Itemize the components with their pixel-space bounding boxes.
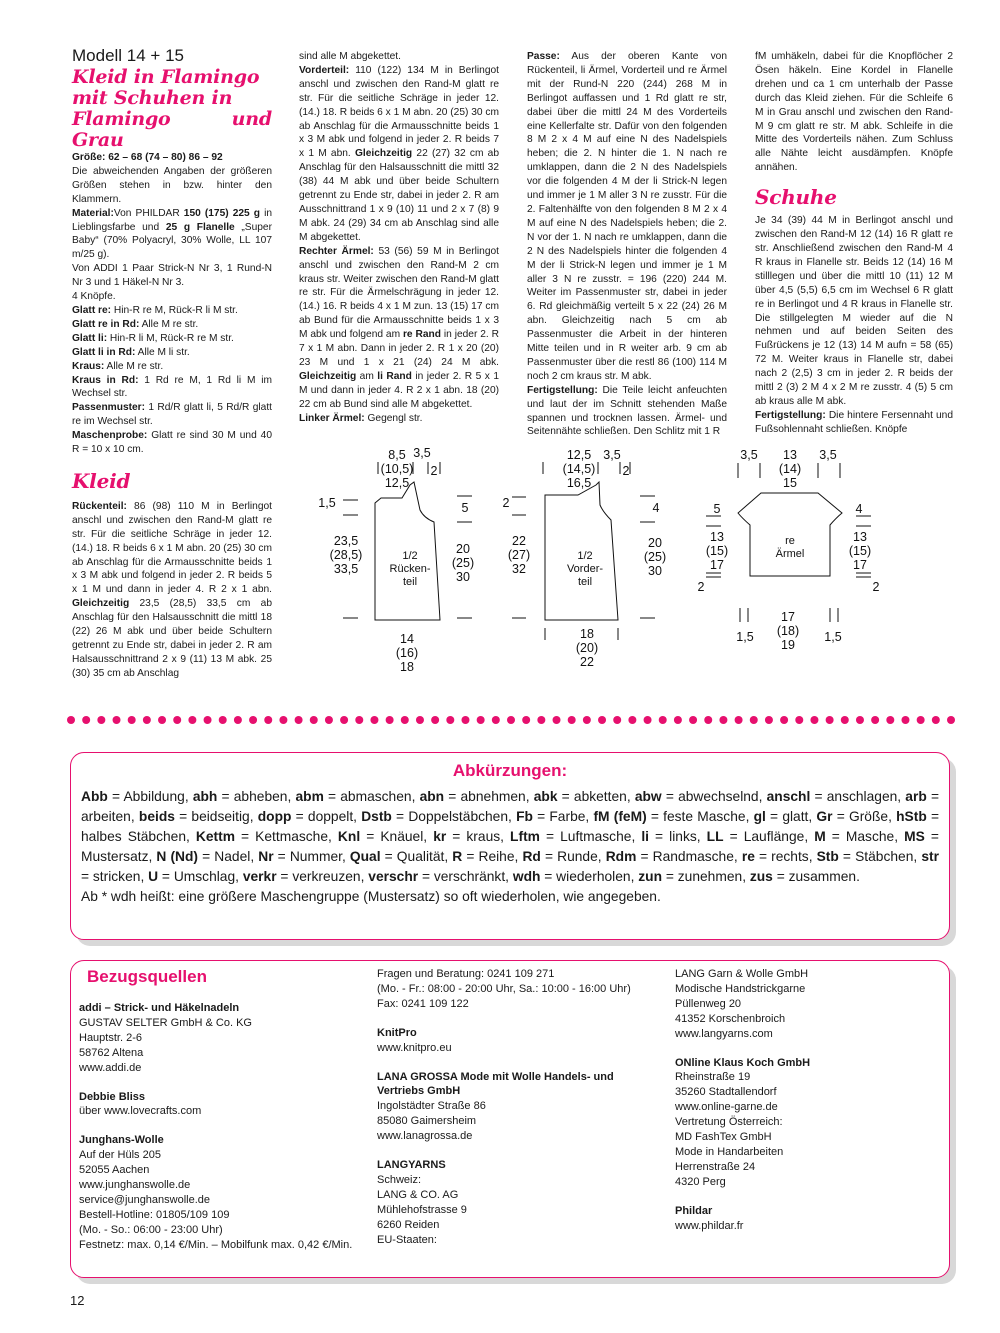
supplier-gap [377, 1012, 657, 1026]
stitch-glatt-re-rd: Glatt re in Rd: Alle M re str. [72, 318, 199, 330]
supplier-line: 41352 Korschenbroich [675, 1012, 786, 1025]
supplier-line: ONline Klaus Koch GmbH [675, 1056, 811, 1069]
supplier-line: 85080 Gaimersheim [377, 1115, 477, 1128]
separator-dot [735, 716, 743, 724]
sleeve-left-label-1: 5 [713, 502, 721, 516]
separator-dot [795, 716, 803, 724]
right-sleeve-para: Rechter Ärmel: 53 (56) 59 M in Berlingot anschl und zwischen den Rand-M 2 cm kraus str. Weiter zwischen den Rand-M glatt re str. Für die Ärmelschrägung in jeder 12. (14.) 16. R beids 4 x 1 M zun. 13 (15) 17 cm ab Bund für die Armausschnitte beids 1 x 3 M abk und folgend am re Rand in jeder 2. R 7 x 1 M abn. Dann in jeder 2. R 1 x 20 (20) 23 M und 1 x 21 (24) 24 M abk. Gleichzeitig am li Rand in jeder 2. R 5 x 1 M und dann in jeder 4. R 2 x 1 abn. 18 (20) 22 cm ab Bund sind alle M abgekettet. [299, 245, 499, 410]
abbreviation-entry: abk = abketten, [533, 789, 635, 804]
separator-dot [856, 716, 864, 724]
stitch-passen: Passenmuster: 1 Rd/R glatt li, 5 Rd/R glatt re im Wechsel str. [72, 402, 272, 428]
separator-dot [826, 716, 834, 724]
supplier-line: 35260 Stadtallendorf [675, 1086, 777, 1099]
separator-dot [204, 716, 212, 724]
abbreviation-entry: Lftm = Luftmasche, [510, 829, 642, 844]
separator-dot [97, 716, 105, 724]
separator-dot [704, 716, 712, 724]
supplier-line: Rheinstraße 19 [675, 1071, 751, 1084]
supplier-line: Herrenstraße 24 [675, 1160, 756, 1173]
supplier-line: Festnetz: max. 0,14 €/Min. – Mobilfunk max. 0,42 €/Min. [79, 1238, 353, 1251]
separator-dot [143, 716, 151, 724]
separator-dot [598, 716, 606, 724]
abbreviation-entry: Abb = Abbildung, [81, 789, 193, 804]
separator-dot [644, 716, 652, 724]
stitch-glatt-re: Glatt re: Hin-R re M, Rück-R li M str. [72, 304, 238, 316]
separator-dot [917, 716, 925, 724]
separator-dot [295, 716, 303, 724]
shoes-finishing-para: Fertigstellung: Die hintere Fersennaht und Fußsohlennaht schließen. Knöpfe [755, 409, 953, 435]
abbreviation-entry: fM (feM) = feste Masche, [593, 809, 754, 824]
supplier-line: Mode in Handarbeiten [675, 1145, 784, 1158]
shoes-para: Je 34 (39) 44 M in Berlingot anschl und zwischen den Rand-M 12 (14) 16 R glatt re str. Anschließend zwischen den Rand-M 4 R kraus in Flanelle str. Beids 12 (14) 16 M stilllegen und über die mittl 10 (11) 12 M über 4,5 (5,5) 6,5 cm im Wechsel 6 R glatt re in Berlingot und 4 R kraus in Flanelle str. Die stillgelegten M wieder auf die N nehmen und auf beiden Seiten des Fußrückens je 12 (13) 14 M aufn = 58 (65) 72 M. Weiter kraus in Flanelle str, dabei nach 2 (2,5) 3 cm in jeder 2. R beids der mittl 2 (3) 2 M 4 x 2 M re zusstr. 4 (5) 5 cm ab kraus alle M abk. [755, 215, 953, 407]
abbreviation-entry: Nr = Nummer, [258, 849, 350, 864]
abbreviations-title: Abkürzungen: [452, 761, 568, 780]
abbreviation-entry: R = Reihe, [452, 849, 523, 864]
separator-dot [386, 716, 394, 724]
buttons-para: 4 Knöpfe. [72, 291, 116, 303]
page-number: 12 [70, 1293, 85, 1308]
separator-dot [689, 716, 697, 724]
supplier-line: Vertretung Österreich: [675, 1116, 783, 1129]
sleeve-top-label: 13 (14) 15 [778, 448, 802, 490]
separator-dot [370, 716, 378, 724]
abbreviation-entry: verschr = verschränkt, [368, 869, 513, 884]
supplier-line: 52055 Aachen [79, 1164, 150, 1177]
size-para: Größe: 62 – 68 (74 – 80) 86 – 92 [72, 152, 223, 163]
separator-dot [492, 716, 500, 724]
model-title [72, 67, 272, 151]
column-3 [527, 50, 727, 439]
sleeve-right-label-3: 2 [872, 580, 880, 594]
back-piece-label: 1/2 Rücken- teil [389, 550, 431, 588]
separator-dot [537, 716, 545, 724]
front-top-label-2: 3,5 [603, 448, 621, 462]
separator-dot [234, 716, 242, 724]
abbreviation-entry: Knl = Knäuel, [337, 829, 434, 844]
abbreviation-entry: M = Masche, [814, 829, 905, 844]
separator-dot [886, 716, 894, 724]
abbreviation-entry: re = rechts, [741, 849, 817, 864]
supplier-gap [675, 1042, 945, 1056]
abbreviation-entry: verkr = verkreuzen, [242, 869, 369, 884]
abbreviation-entry: MS = Mustersatz, [81, 829, 939, 864]
sleeve-right-label-2: 13 (15) 17 [848, 530, 872, 572]
supplier-line: Auf der Hüls 205 [79, 1149, 161, 1162]
supplier-gap [377, 1144, 657, 1158]
suppliers-column-1 [79, 1001, 369, 1253]
supplier-gap [79, 1076, 369, 1090]
front-bottom-label: 18 (20) 22 [575, 627, 599, 669]
abbreviation-entry: anschl = anschlagen, [766, 789, 906, 804]
supplier-line: www.knitpro.eu [377, 1041, 452, 1054]
separator-dot [719, 716, 727, 724]
separator-dot [932, 716, 940, 724]
supplier-gap [675, 1190, 945, 1204]
abbreviation-entry: li = links, [641, 829, 707, 844]
sleeve-left-label-3: 2 [697, 580, 705, 594]
yoke-para: Passe: Aus der oberen Kante von Rückenteil, li Ärmel, Vorderteil und re Ärmel mit der Rund-N 220 (244) 268 M in Berlingot auffassen und 1 Rd glatt re str, dabei über die mittl 24 M des Vorderteils eine Kellerfalte str. Dafür von den folgenden 8 M 2 x 4 M auf eine N des Nadelspiels heben; die 2. N hinter die 1. N nach re umklappen, dann die 2 N des Nadelspiels vor die folgenden 4 M der li Strick-N legen und immer je 1 M aller 3 N re zusstr. Für die 2. Faltenhälfte von den folgenden 8 M 2 x 4 M auf eine N des Nadelspiels heben; die 2. N vor der 1. N nach re umklappen, dann die 2 N des Nadelspiels hinter die folgenden 4 M der li Strick-N legen und immer je 1 M aller 3 N re zusstr. = 196 (220) 244 M. Weiter im Passenmuster str, dabei in jeder 6. Rd gleichmäßig verteilt 5 x 22 (24) 26 M abn. Gleichzeitig nach 5 cm ab Passenmuster die Arbeit in der hinteren Mitte teilen und in R weiter arb. 9 cm ab Passenmuster über die restl 86 (100) 114 M noch 2 cm kraus str. M abk. [527, 51, 727, 382]
stitch-kraus-rd: Kraus in Rd: 1 Rd re M, 1 Rd li M im Wechsel str. [72, 374, 272, 400]
abbreviation-entry: wdh = wiederholen, [512, 869, 639, 884]
separator-dot [613, 716, 621, 724]
abbreviations-box [70, 752, 950, 940]
separator-dot [901, 716, 909, 724]
supplier-line: 58762 Altena [79, 1046, 144, 1059]
supplier-line: LANG Garn & Wolle GmbH [675, 968, 809, 980]
separator-dot [628, 716, 636, 724]
schuhe-heading: Schuhe [755, 185, 837, 210]
separator-dot [446, 716, 454, 724]
sleeve-left-label-2: 13 (15) 17 [705, 530, 729, 572]
back-top-label: 8,5 (10,5) 12,5 [380, 448, 414, 490]
supplier-line: addi – Strick- und Häkelnadeln [79, 1002, 240, 1014]
abbreviation-entry: dopp = doppelt, [257, 809, 362, 824]
abbreviation-entry: abh = abheben, [192, 789, 296, 804]
front-left-label-1: 2 [502, 496, 510, 510]
supplier-line: Vertriebs GmbH [377, 1085, 461, 1098]
supplier-line: 4320 Perg [675, 1175, 726, 1188]
separator-dot [659, 716, 667, 724]
finishing-continued: fM umhäkeln, dabei für die Knopflöcher 2 Ösen häkeln. Eine Kordel in Flanelle drehen und ca 1 cm unterhalb der Passe durch das Kleid ziehen. Für die Schleife 6 M in Grau anschl und zwischen den Rand-M 9 cm glatt re str. M abk. Schleife in die Mitte des Vorderteils nähen. Zum Schluss alle Nähte leicht ausdämpfen. Knöpfe annähen. [755, 51, 953, 174]
continued-para: sind alle M abgekettet. [299, 51, 401, 62]
supplier-line: LANGYARNS [377, 1159, 446, 1172]
suppliers-column-2 [377, 967, 657, 1248]
separator-dot [325, 716, 333, 724]
needles-para: Von ADDI 1 Paar Strick-N Nr 3, 1 Rund-N Nr 3 und 1 Häkel-N Nr 3. [72, 263, 272, 289]
abbreviation-entry: Qual = Qualität, [349, 849, 453, 864]
abbreviation-entry: str = stricken, [81, 849, 939, 884]
abbreviation-entry: Gr = Größe, [816, 809, 897, 824]
supplier-line: Fragen und Beratung: 0241 109 271 [377, 968, 555, 980]
title-line-3: Flamingo und Grau [72, 108, 272, 151]
supplier-line: www.online-garne.de [675, 1101, 778, 1114]
abbreviation-entry: Fb = Farbe, [516, 809, 594, 824]
dotted-separator [66, 713, 956, 727]
sleeve-right-label-1: 4 [855, 502, 863, 516]
separator-dot [416, 716, 424, 724]
sleeve-bottom-right-label: 1,5 [824, 630, 842, 644]
abbreviation-entry: gl = glatt, [753, 809, 817, 824]
abbreviations-note: Ab * wdh heißt: eine größere Maschengruppe (Mustersatz) so oft wiederholen, wie angegeben. [81, 889, 661, 904]
left-sleeve-para: Linker Ärmel: Gegengl str. [299, 412, 423, 424]
abbreviation-entry: beids = beidseitig, [138, 809, 258, 824]
abbreviation-entry: kr = kraus, [433, 829, 511, 844]
supplier-line: Püllenweg 20 [675, 997, 742, 1010]
front-top-label: 12,5 (14,5) 16,5 [562, 448, 596, 490]
suppliers-title: Bezugsquellen [87, 967, 207, 986]
supplier-line: Mühlehofstrasse 9 [377, 1203, 467, 1216]
supplier-line: www.junghanswolle.de [79, 1179, 191, 1192]
abbreviation-entry: zus = zusammen. [749, 869, 860, 884]
separator-dot [583, 716, 591, 724]
back-bottom-label: 14 (16) 18 [395, 632, 419, 674]
suppliers-column-3 [675, 967, 945, 1234]
material-para: Material:Von PHILDAR 150 (175) 225 g in Lieblingsfarbe und 25 g Flanelle „Super Baby“ (70% Polyacryl, 30% Wolle, LL 107 m/25 g). [72, 207, 272, 261]
separator-dot [355, 716, 363, 724]
kleid-heading: Kleid [72, 468, 131, 493]
separator-dot [841, 716, 849, 724]
supplier-line: service@junghanswolle.de [79, 1193, 211, 1206]
back-right-label-2: 20 (25) 30 [451, 542, 475, 584]
separator-dot [568, 716, 576, 724]
supplier-line: Hauptstr. 2-6 [79, 1031, 142, 1044]
supplier-line: Ingolstädter Straße 86 [377, 1100, 486, 1113]
abbreviation-entry: Dstb = Doppelstäbchen, [361, 809, 517, 824]
abbreviation-entry: arb = arbeiten, [81, 789, 939, 824]
supplier-line: www.langyarns.com [675, 1027, 773, 1040]
abbreviation-entry: abn = abnehmen, [419, 789, 534, 804]
sleeve-bottom-left-label: 1,5 [736, 630, 754, 644]
abbreviation-entry: zun = zunehmen, [638, 869, 750, 884]
separator-dot [82, 716, 90, 724]
model-number: Modell 14 + 15 [72, 46, 184, 65]
supplier-line: (Mo. - So.: 06:00 - 23:00 Uhr) [79, 1223, 223, 1236]
stitch-kraus: Kraus: Alle M re str. [72, 360, 164, 372]
supplier-line: LANG & CO. AG [377, 1188, 459, 1201]
supplier-line: 6260 Reiden [377, 1218, 440, 1231]
sleeve-top-right-label: 3,5 [819, 448, 837, 462]
separator-dot [477, 716, 485, 724]
separator-dot [310, 716, 318, 724]
title-line-2: mit Schuhen in [72, 87, 233, 109]
separator-dot [264, 716, 272, 724]
separator-dot [340, 716, 348, 724]
abbreviations-body [81, 787, 939, 907]
supplier-gap [377, 1056, 657, 1070]
front-left-label-2: 22 (27) 32 [507, 534, 531, 576]
abbreviation-entry: abw = abwechselnd, [634, 789, 767, 804]
supplier-gap [79, 1119, 369, 1133]
supplier-line: (Mo. - Fr.: 08:00 - 20:00 Uhr, Sa.: 10:00 - 16:00 Uhr) [377, 982, 631, 995]
separator-dot [780, 716, 788, 724]
supplier-line: über www.lovecrafts.com [79, 1105, 202, 1118]
column-4 [755, 50, 953, 437]
stitch-glatt-li: Glatt li: Hin-R li M, Rück-R re M str. [72, 332, 234, 344]
back-right-label-1: 5 [461, 501, 469, 515]
separator-dot [401, 716, 409, 724]
title-line-1: Kleid in Flamingo [72, 66, 260, 88]
supplier-line: KnitPro [377, 1026, 417, 1039]
separator-dot [188, 716, 196, 724]
abbreviation-entry: abm = abmaschen, [295, 789, 420, 804]
separator-dot [128, 716, 136, 724]
supplier-line: www.lanagrossa.de [377, 1130, 473, 1143]
separator-dot [249, 716, 257, 724]
separator-dot [553, 716, 561, 724]
abbreviation-entry: Stb = Stäbchen, [816, 849, 922, 864]
separator-dot [279, 716, 287, 724]
supplier-line: www.addi.de [79, 1061, 142, 1074]
separator-dot [158, 716, 166, 724]
separator-dot [461, 716, 469, 724]
supplier-line: Schweiz: [377, 1173, 422, 1186]
abbreviation-entry: hStb = halbes Stäbchen, [81, 809, 940, 844]
separator-dot [810, 716, 818, 724]
separator-dot [522, 716, 530, 724]
supplier-line: www.phildar.fr [675, 1219, 744, 1232]
abbreviation-entry: LL = Lauflänge, [706, 829, 815, 844]
separator-dot [947, 716, 955, 724]
separator-dot [67, 716, 75, 724]
suppliers-box [70, 960, 950, 1278]
separator-dot [507, 716, 515, 724]
back-left-label-1: 1,5 [318, 496, 336, 510]
sleeve-piece-label: re Ärmel [775, 535, 805, 560]
front-right-label-2: 20 (25) 30 [643, 536, 667, 578]
supplier-line: Debbie Bliss [79, 1090, 146, 1103]
separator-dot [219, 716, 227, 724]
abbreviations-list [81, 787, 939, 887]
separator-dot [871, 716, 879, 724]
schematic-diagrams [0, 440, 1000, 690]
supplier-line: LANA GROSSA Mode mit Wolle Handels- und [377, 1070, 614, 1083]
supplier-line: EU-Staaten: [377, 1233, 437, 1246]
front-top-label-3: 2 [622, 464, 630, 478]
supplier-line: Modische Handstrickgarne [675, 982, 806, 995]
back-left-label-2: 23,5 (28,5) 33,5 [329, 534, 363, 576]
supplier-line: Fax: 0241 109 122 [377, 997, 469, 1010]
supplier-line: GUSTAV SELTER GmbH & Co. KG [79, 1016, 252, 1029]
separator-dot [765, 716, 773, 724]
back-top-label-2: 3,5 [413, 446, 431, 460]
front-piece-label: 1/2 Vorder- teil [566, 550, 604, 588]
stitch-glatt-li-rd: Glatt li in Rd: Alle M li str. [72, 346, 190, 358]
separator-dot [431, 716, 439, 724]
supplier-line: MD FashTex GmbH [675, 1131, 772, 1144]
supplier-line: Phildar [675, 1204, 713, 1217]
column-2 [299, 50, 499, 425]
front-piece-para: Vorderteil: 110 (122) 134 M in Berlingot anschl und zwischen den Rand-M glatt re str. Für die seitliche Schräge in jeder 12. (14.) 18. R beids 6 x 1 M abn. 20 (25) 30 cm ab Anschlag für die Armausschnitte beids 1 x 3 M abk und folgend in jeder 2. R beids 7 x 1 M abn. Gleichzeitig 22 (27) 32 cm ab Anschlag für den Halsausschnitt die mittl 32 (38) 44 M abk und über beide Schultern getrennt zu Ende str, dabei in jeder 2. R am Ausschnittrand 1 x 9 (10) 11 und 2 x 7 (8) 9 M abk. 24 (29) 34 cm ab Anschlag sind alle M abgekettet. [299, 64, 499, 243]
back-top-label-3: 2 [430, 464, 438, 478]
separator-dot [173, 716, 181, 724]
separator-dot [113, 716, 121, 724]
size-note: Die abweichenden Angaben der größeren Größen stehen in bzw. hinter den Klammern. [72, 165, 272, 205]
separator-dot [750, 716, 758, 724]
sleeve-bottom-label: 17 (18) 19 [776, 610, 800, 652]
abbreviation-entry: U = Umschlag, [148, 869, 243, 884]
front-right-label-1: 4 [652, 501, 660, 515]
abbreviation-entry: Rd = Runde, [522, 849, 606, 864]
abbreviation-entry: Kettm = Kettmasche, [195, 829, 338, 844]
sleeve-top-left-label: 3,5 [740, 448, 758, 462]
separator-dot [674, 716, 682, 724]
back-piece-para: Rückenteil: 86 (98) 110 M in Berlingot anschl und zwischen den Rand-M glatt re str. Für die seitliche Schräge in jeder 12. (14.) 18. R beids 6 x 1 M abn. 20 (25) 30 cm ab Anschlag für die Armausschnitte beids 1 x 3 M abk und folgend in jeder 2. R beids 5 x 1 M und dann in jeder 4. R 2 x 1 abn. Gleichzeitig 23,5 (28,5) 33,5 cm ab Anschlag für den Halsausschnitt die mittl 18 (22) 26 M abk und über beide Schultern getrennt zu Ende str, dabei in jeder 2. R am Halsausschnittrand 2 x 9 (11) 13 M abk. 25 (30) 35 cm ab Anschlag [72, 500, 272, 679]
abbreviation-entry: Rdm = Randmasche, [605, 849, 742, 864]
supplier-line: Junghans-Wolle [79, 1134, 164, 1147]
finishing-para: Fertigstellung: Die Teile leicht anfeuchten und laut der im Schnitt stehenden Maße spannen und trocknen lassen. Ärmel- und Seitennähte schließen. Den Schlitz mit 1 R [527, 384, 727, 438]
gauge-para: Maschenprobe: Glatt re sind 30 M und 40 R = 10 x 10 cm. [72, 430, 272, 456]
supplier-line: Bestell-Hotline: 01805/109 109 [79, 1208, 230, 1221]
abbreviation-entry: N (Nd) = Nadel, [156, 849, 259, 864]
